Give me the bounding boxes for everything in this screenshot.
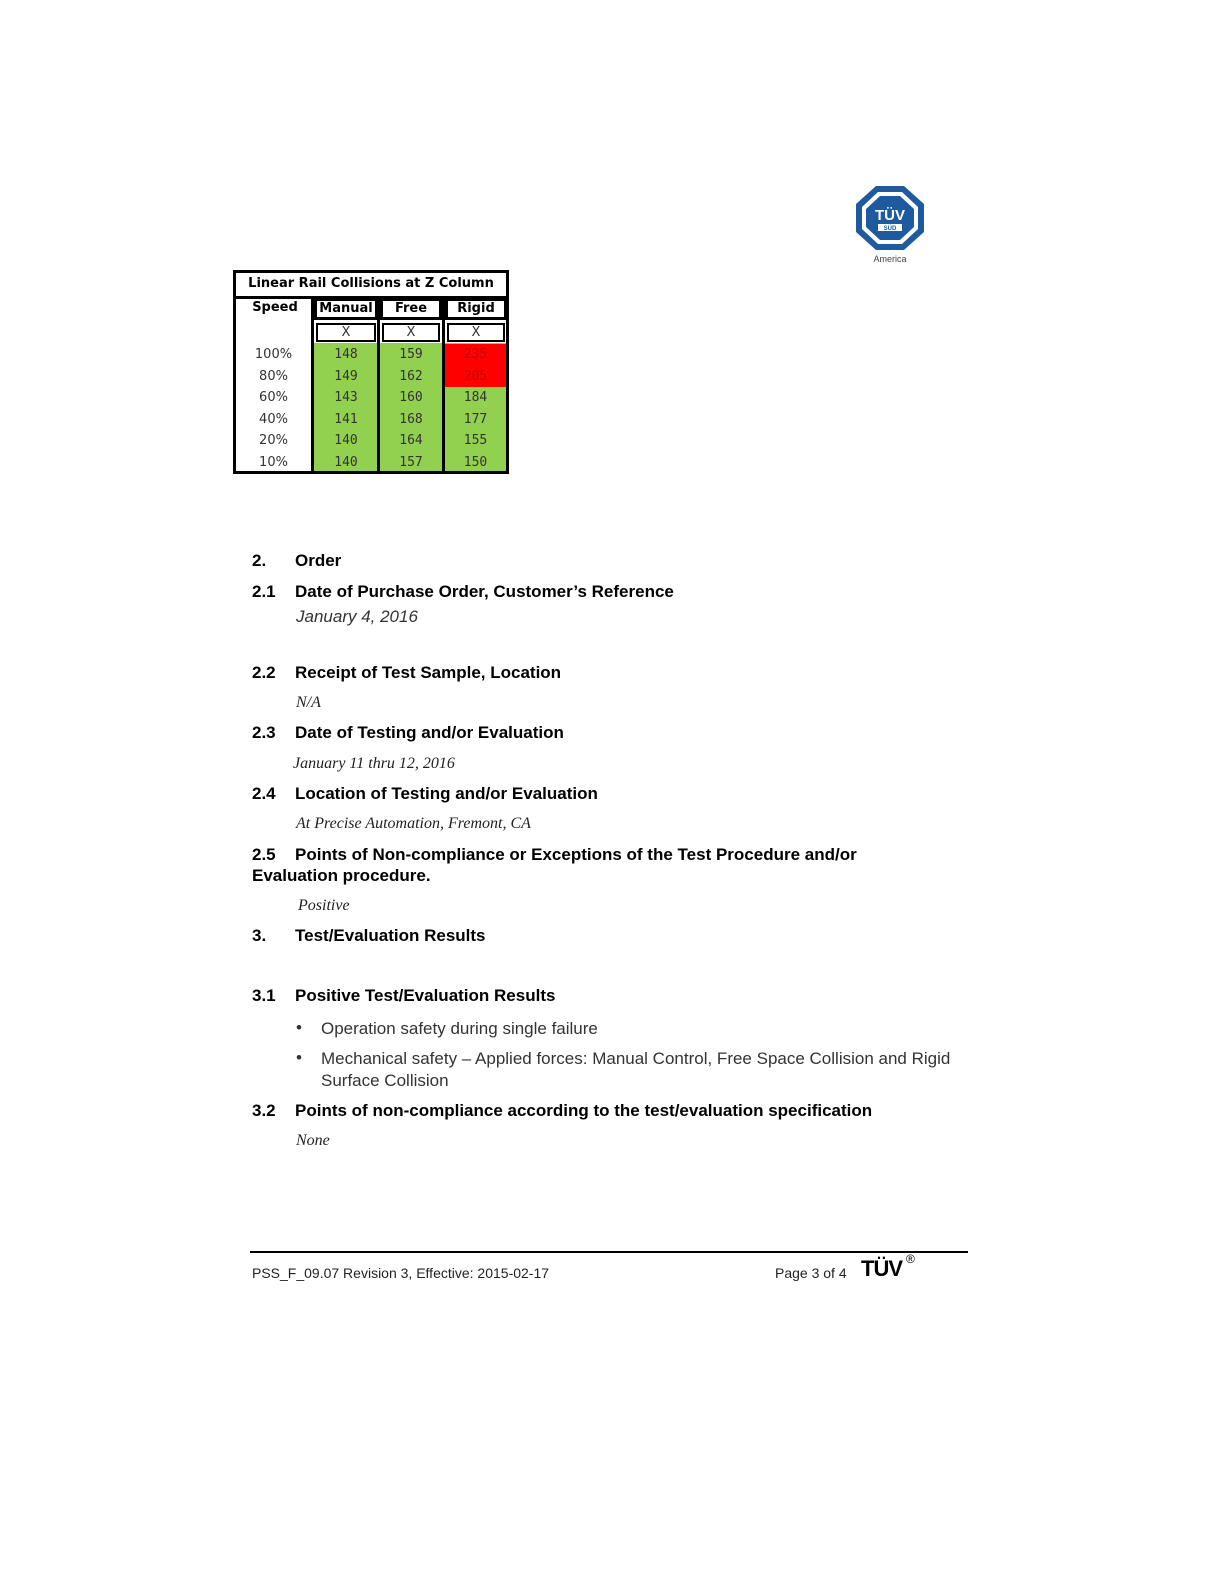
footer-page-number: Page 3 of 4 <box>775 1265 847 1281</box>
section-number: 2. <box>252 551 267 570</box>
section-number: 2.5 <box>252 845 276 864</box>
testing-location: At Precise Automation, Fremont, CA <box>296 815 531 832</box>
section-title: Test/Evaluation Results <box>295 926 486 945</box>
table-cell-rigid: 184 <box>463 390 488 406</box>
marker-rigid: X <box>447 323 505 342</box>
marker-manual: X <box>316 323 376 342</box>
list-item-text: Mechanical safety – Applied forces: Manual Control, Free Space Collision and Rigid Surface Collision <box>321 1049 951 1090</box>
section-title-continued: Evaluation procedure. <box>252 866 431 885</box>
header-free: Free <box>380 298 442 320</box>
footer-tuv-logo: TÜV <box>861 1256 902 1281</box>
bullet-icon: • <box>296 1018 302 1037</box>
bullet-icon: • <box>296 1048 302 1067</box>
section-number: 2.1 <box>252 582 276 601</box>
logo-sub-text: SÜD <box>883 226 897 232</box>
section-title: Date of Purchase Order, Customer’s Reference <box>295 582 674 601</box>
table-cell-speed: 60% <box>259 390 288 406</box>
section-number: 2.2 <box>252 663 276 682</box>
table-cell-rigid: 205 <box>445 366 506 388</box>
table-cell-rigid: 177 <box>463 411 488 427</box>
table-cell-free: 162 <box>399 368 423 384</box>
section-number: 3.1 <box>252 986 276 1005</box>
column-divider <box>311 296 314 474</box>
section-title: Order <box>295 551 342 570</box>
table-cell-free: 168 <box>399 411 423 427</box>
column-divider <box>442 296 445 474</box>
footer-doc-ref: PSS_F_09.07 Revision 3, Effective: 2015-02-17 <box>252 1265 550 1281</box>
header-rigid: Rigid <box>445 298 507 320</box>
collision-table <box>233 270 509 474</box>
logo-brand-text: TÜV <box>875 207 905 224</box>
table-cell-manual: 140 <box>334 455 358 470</box>
marker-free: X <box>382 323 440 342</box>
header-speed: Speed <box>252 300 298 315</box>
table-cell-free: 157 <box>399 455 423 470</box>
section-number: 2.3 <box>252 723 276 742</box>
table-cell-manual: 140 <box>334 433 358 449</box>
registered-mark-icon: ® <box>906 1252 915 1266</box>
table-cell-manual: 149 <box>334 368 358 384</box>
table-cell-speed: 100% <box>254 347 293 362</box>
table-cell-manual: 141 <box>334 411 358 427</box>
header-manual: Manual <box>314 298 378 320</box>
table-cell-free: 164 <box>399 433 423 449</box>
section-number: 2.4 <box>252 784 276 803</box>
noncompliance-spec-value: None <box>296 1132 330 1149</box>
table-cell-manual: 143 <box>334 390 358 406</box>
table-cell-free: 159 <box>399 347 423 362</box>
table-cell-speed: 80% <box>259 368 288 384</box>
table-cell-speed: 40% <box>259 411 288 427</box>
section-title: Positive Test/Evaluation Results <box>295 986 556 1005</box>
table-cell-rigid: 235 <box>445 344 506 366</box>
section-title: Receipt of Test Sample, Location <box>295 663 562 682</box>
section-title: Date of Testing and/or Evaluation <box>295 723 564 742</box>
section-title: Location of Testing and/or Evaluation <box>295 784 598 803</box>
section-number: 3. <box>252 926 267 945</box>
logo-region: America <box>873 254 907 264</box>
table-cell-rigid: 150 <box>463 455 488 470</box>
testing-date: January 11 thru 12, 2016 <box>293 755 455 772</box>
receipt-value: N/A <box>296 694 321 711</box>
noncompliance-value: Positive <box>298 897 350 914</box>
tuv-octagon-icon <box>852 184 928 254</box>
tuv-sud-logo <box>852 184 928 268</box>
table-cell-rigid: 155 <box>463 433 488 449</box>
table-title: Linear Rail Collisions at Z Column <box>236 273 506 299</box>
section-title: Points of non-compliance according to the test/evaluation specification <box>295 1101 873 1120</box>
column-divider <box>377 296 380 474</box>
section-number: 3.2 <box>252 1101 276 1120</box>
table-cell-speed: 20% <box>259 433 288 449</box>
section-title: Points of Non-compliance or Exceptions of the Test Procedure and/or <box>295 845 857 864</box>
purchase-order-date: January 4, 2016 <box>296 607 418 626</box>
footer-divider <box>250 1251 968 1253</box>
table-cell-manual: 148 <box>334 347 358 362</box>
table-cell-free: 160 <box>399 390 423 406</box>
table-cell-speed: 10% <box>259 455 288 470</box>
list-item-text: Operation safety during single failure <box>321 1019 598 1038</box>
